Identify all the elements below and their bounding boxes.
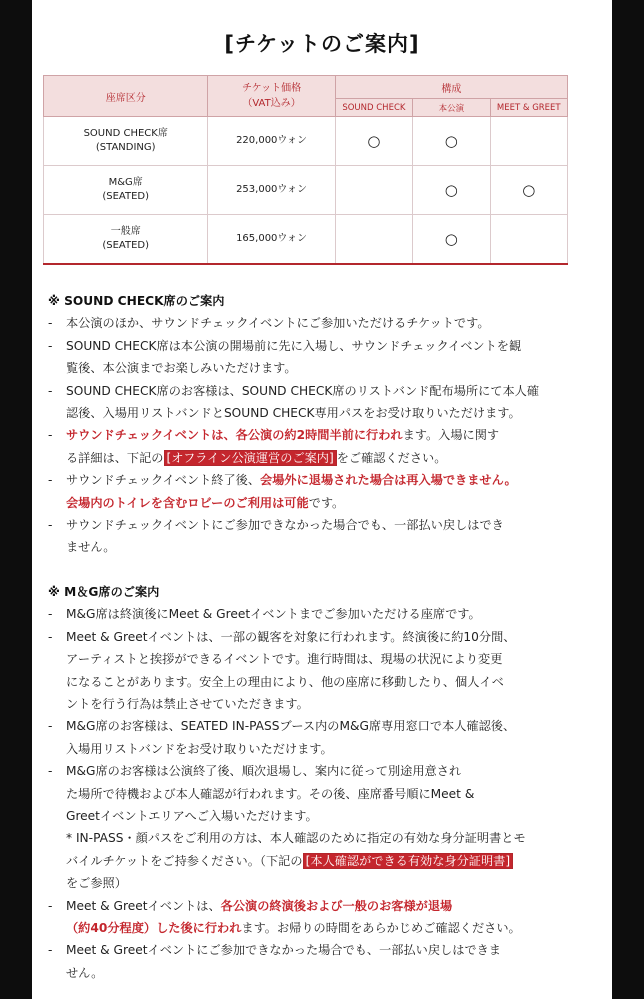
mark-cell <box>490 215 567 265</box>
mark-cell <box>335 166 412 215</box>
offline-guide-link[interactable]: [オフライン公演運営のご案内] <box>164 450 337 466</box>
header-seat: 座席区分 <box>44 76 208 117</box>
list-item: - Meet & Greetイベントにご参加できなかった場合でも、一部払い戻しはできま せん。 <box>48 943 501 980</box>
notes-section <box>48 290 568 984</box>
header-price-line2: （VAT込み） <box>242 98 301 109</box>
mark-cell <box>335 215 412 265</box>
header-composition: 構成 <box>335 76 567 99</box>
list-item: - SOUND CHECK席は本公演の開場前に先に入場し、サウンドチェックイベントを観 覧後、本公演までお楽しみいただけます。 <box>48 338 522 376</box>
table-row <box>44 215 568 265</box>
list-item: - サウンドチェックイベント終了後、会場外に退場された場合は再入場できません。 会場内のトイレを含むロビーのご利用は可能です。 <box>48 473 517 510</box>
id-document-link[interactable]: [本人確認ができる有効な身分証明書] <box>303 853 514 869</box>
header-meet-greet: MEET & GREET <box>490 99 567 117</box>
list-item: - 本公演のほか、サウンドチェックイベントにご参加いただけるチケットです。 <box>48 316 490 331</box>
table-row <box>44 117 568 166</box>
mark-cell: ○ <box>413 117 490 166</box>
seat-cell: SOUND CHECK席 (STANDING) <box>44 117 208 166</box>
header-price <box>208 76 335 117</box>
table-row <box>44 166 568 215</box>
ticket-price-table <box>43 75 568 265</box>
header-main-show: 本公演 <box>413 99 490 117</box>
list-item: - M&G席のお客様は、SEATED IN-PASSブース内のM&G席専用窓口で本人確認後、 入場用リストバンドをお受け取りいただけます。 <box>48 719 516 756</box>
mark-cell: ○ <box>413 215 490 265</box>
list-item: - サウンドチェックイベントにご参加できなかった場合でも、一部払い戻しはでき ません。 <box>48 518 504 555</box>
mark-cell: ○ <box>490 166 567 215</box>
header-soundcheck: SOUND CHECK <box>335 99 412 117</box>
list-item: - Meet & Greetイベントは、各公演の終演後および一般のお客様が退場 （約40分程度）した後に行われます。お帰りの時間をあらかじめご確認ください。 <box>48 898 521 935</box>
seat-cell: M&G席 (SEATED) <box>44 166 208 215</box>
price-cell: 165,000ウォン <box>208 215 335 265</box>
mark-cell: ○ <box>413 166 490 215</box>
price-cell: 220,000ウォン <box>208 117 335 166</box>
left-frame-bar <box>0 0 32 999</box>
list-item: - M&G席は終演後にMeet & Greetイベントまでご参加いただける座席です。 <box>48 607 481 622</box>
list-item: - SOUND CHECK席のお客様は、SOUND CHECK席のリストバンド配布場所にて本人確 認後、入場用リストバンドとSOUND CHECK専用パスをお受け取りいただけます。 <box>48 383 540 421</box>
list-item: - M&G席のお客様は公演終了後、順次退場し、案内に従って別途用意され た場所で待機および本人確認が行われます。その後、座席番号順にMeet & Greetイベントエリアへご入場いただけます。 * IN-PASS・顔パスをご利用の方は、本人確認のために指定の有効な身分証明書とモ バイルチケットをご持参ください。（下記の [本人確認ができる有効な身分証明書] をご参照） <box>48 764 526 891</box>
page-title: [チケットのご案内] <box>224 32 420 56</box>
seat-cell: 一般席 (SEATED) <box>44 215 208 265</box>
price-cell: 253,000ウォン <box>208 166 335 215</box>
mg-heading: ※ M＆G席のご案内 <box>48 584 160 599</box>
right-frame-bar <box>612 0 644 999</box>
mark-cell: ○ <box>335 117 412 166</box>
list-item: - サウンドチェックイベントは、各公演の約2時間半前に行われます。入場に関す る詳細は、下記の [オフライン公演運営のご案内] をご確認ください。 <box>48 428 500 465</box>
soundcheck-heading: ※ SOUND CHECK席のご案内 <box>48 294 225 308</box>
header-price-line1: チケット価格 <box>241 83 302 94</box>
list-item: - Meet & Greetイベントは、一部の観客を対象に行われます。終演後に約10分間、 アーティストと挨拶ができるイベントです。進行時間は、現場の状況により変更 になることがあります。安全上の理由により、他の座席に移動したり、個人イベ ントを行う行為は禁止させていただきます。 <box>48 629 516 711</box>
mark-cell <box>490 117 567 166</box>
